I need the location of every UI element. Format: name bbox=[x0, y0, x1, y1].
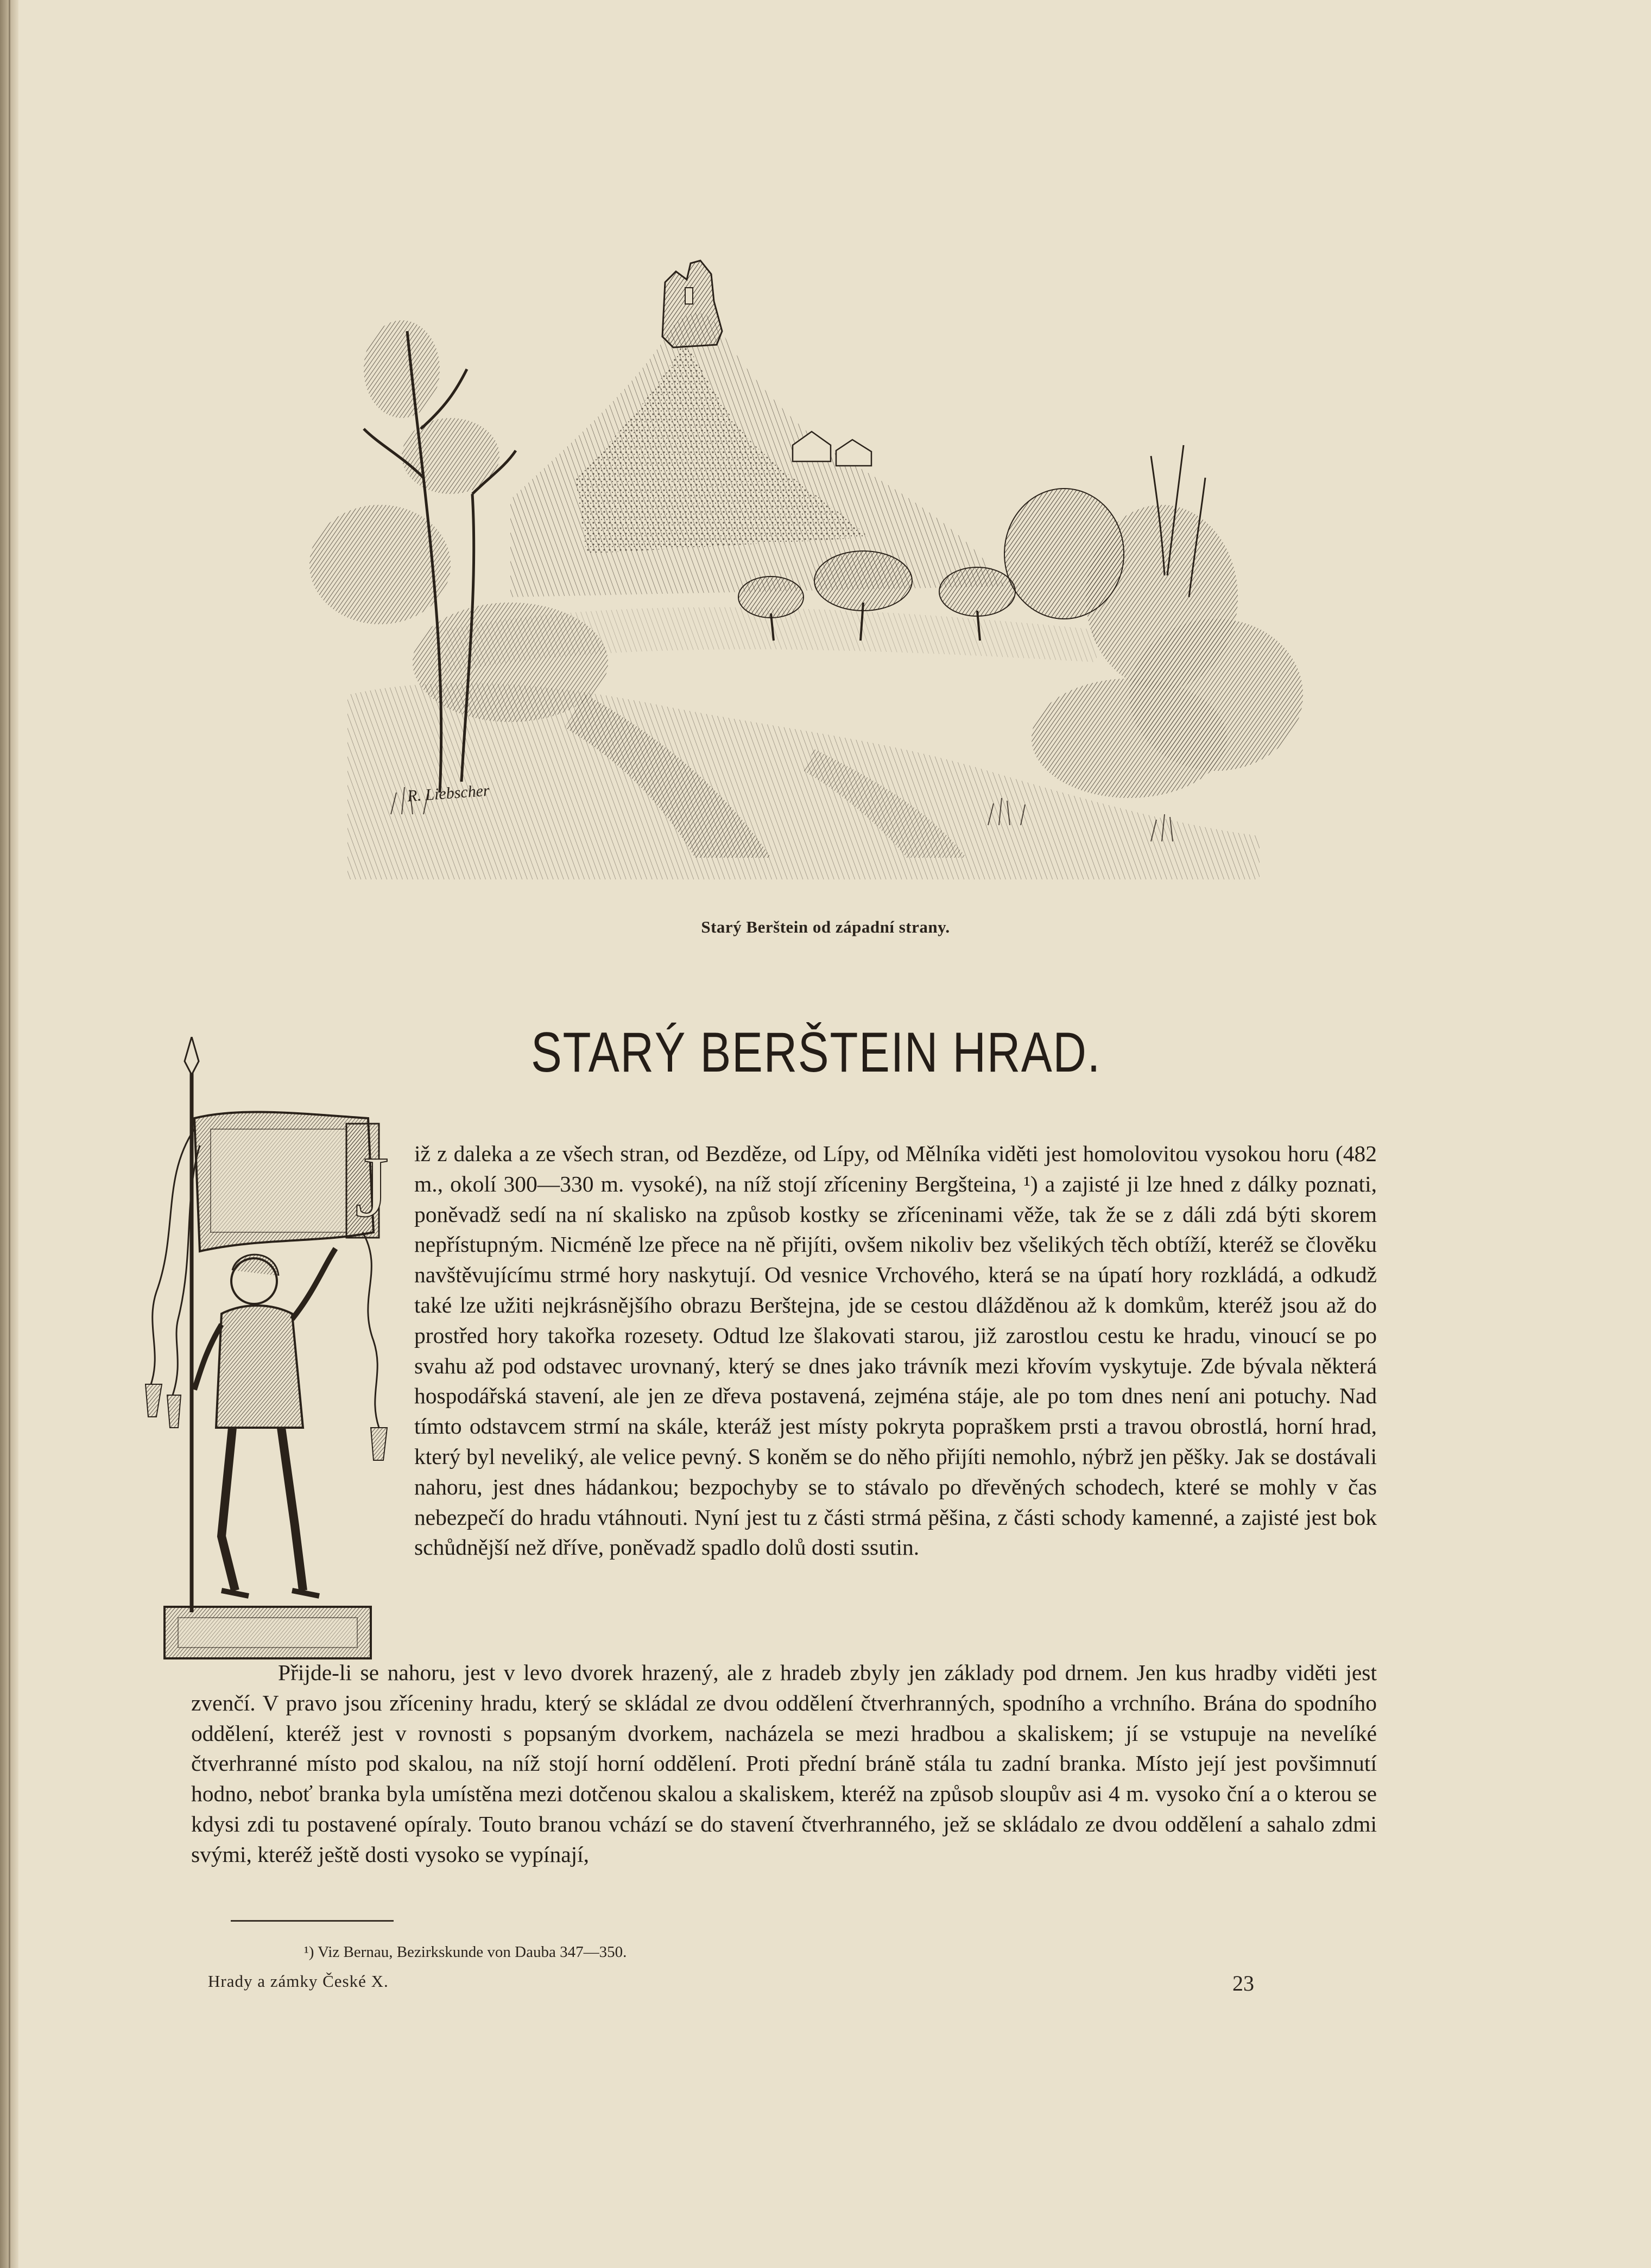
decorative-initial bbox=[140, 1037, 395, 1667]
footnote: ¹) Viz Bernau, Bezirkskunde von Dauba 347—350. bbox=[304, 1943, 627, 1961]
paragraph-2-body: Přijde-li se nahoru, jest v levo dvorek hrazený, ale z hradeb zbyly jen základy pod drnem. Jen kus hradby viděti jest zvenčí. V pravo jsou zříceniny hradu, který se skládal ze dvou oddělení čtverhranných, spodního a vrchního. Brána do spodního oddělení, kteréž jest v rovnosti s popsaným dvorkem, nacházela se mezi hradbou a skaliskem; jí se vstupuje na nevelíké čtverhranné místo pod skalou, na níž stojí horní oddělení. Proti přední bráně stála tu zadní branka. Místo její jest povšimnutí hodno, neboť branka byla umístěna mezi dotčenou skalou a skaliskem, kteréž na způsob sloupův asi 4 m. vysoko ční a o kterou se kdysi zdi tu postavené opíraly. Touto branou vchází se do stavení čtverhranného, jež se skládalo ze dvou oddělení a sahalo zdmi svými, kteréž ještě dosti vysoko se vypínají, bbox=[191, 1660, 1377, 1867]
drop-cap-letter: J bbox=[355, 1138, 389, 1235]
illustration-caption: Starý Berštein od západní strany. bbox=[701, 917, 950, 936]
page-number: 23 bbox=[1232, 1971, 1254, 1995]
page-title: STARÝ BERŠTEIN HRAD. bbox=[531, 1021, 1101, 1084]
castle-illustration bbox=[282, 250, 1319, 890]
paragraph-2 bbox=[191, 1658, 1377, 1870]
paragraph-1 bbox=[414, 1139, 1377, 1563]
series-title: Hrady a zámky České X. bbox=[208, 1972, 389, 1991]
illustration-signature: R. Liebscher bbox=[406, 781, 490, 806]
standard-bearer-icon bbox=[140, 1037, 395, 1667]
page-gutter-line bbox=[9, 0, 10, 2268]
footnote-divider bbox=[231, 1920, 394, 1922]
paragraph-2-text bbox=[191, 1658, 1377, 1870]
paragraph-1-text: iž z daleka a ze všech stran, od Bezděze, od Lípy, od Mělníka viděti jest homolovitou vysokou horu (482 m., okolí 300—330 m. vysoké), na níž stojí zříceniny Bergšteina, ¹) a zajisté ji lze hned z dálky poznati, poněvadž sedí na ní skalisko na způsob kostky se zříceninami věže, tak že se z dáli zdá býti skorem nepřístupným. Nicméně lze přece na ně přijíti, ovšem nikoliv bez všelikých těch obtíží, kteréž se člověku navštěvujícímu strmé hory naskytují. Od vesnice Vrchového, která se na úpatí hory rozkládá, a odkudž také lze užiti nejkrásnějšího obrazu Berštejna, jde se cestou dlážděnou až k domkům, kteréž jsou až do prostřed hory takořka rozesety. Odtud lze šlakovati starou, již zarostlou cestu ke hradu, vinoucí se po svahu až pod odstavec urovnaný, který se dnes jako trávník mezi křovím vyskytuje. Zde bývala některá hospodářská stavení, ale jen ze dřeva postavená, zejména stáje, ale po tom dnes není ani potuchy. Nad tímto odstavcem strmí na skále, kteráž jest místy pokryta popraškem prsti a travou obrostlá, horní hrad, který byl neveliký, ale velice pevný. S koněm se do něho přijíti nemohlo, nýbrž jen pěšky. Jak se dostávali nahoru, jest dnes hádankou; bezpochyby se to stávalo po dřevěných schodech, které se mohly v čas nebezpečí do hradu vtáhnouti. Nyní jest tu z části strmá pěšina, z části schody kamenné, a zajisté jest bok schůdnější než dříve, poněvadž spadlo dolů dosti ssutin. bbox=[414, 1141, 1377, 1560]
